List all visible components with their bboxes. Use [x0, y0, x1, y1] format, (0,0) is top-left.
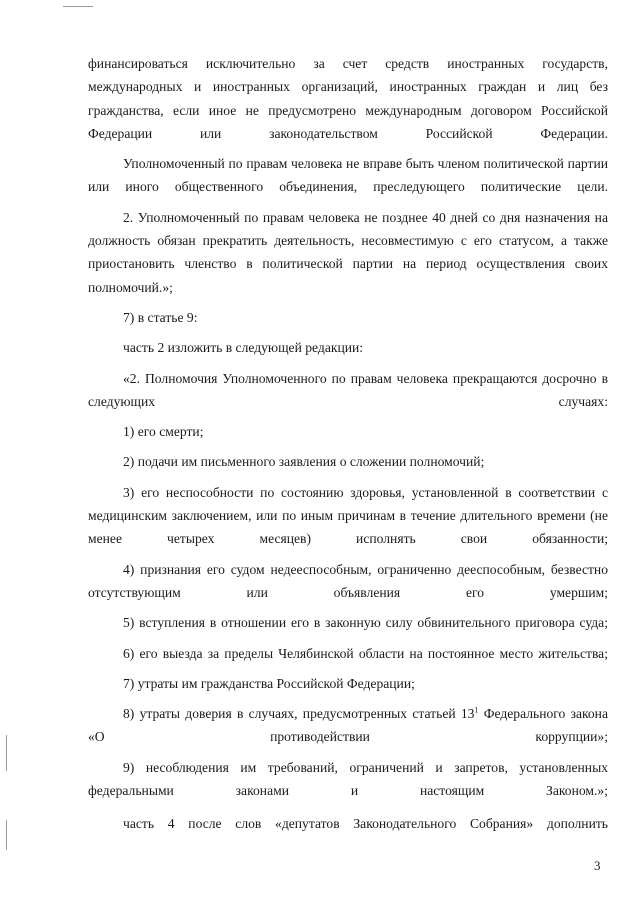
scan-artifact-left-lower — [6, 820, 7, 850]
paragraph: 7) в статье 9: — [123, 309, 198, 325]
scan-artifact-top — [63, 6, 93, 7]
document-body — [88, 52, 608, 836]
page-number: 3 — [594, 858, 601, 873]
list-item: 5) вступления в отношении его в законную силу обвинительного приговора суда; — [123, 615, 608, 631]
paragraph: Уполномоченный по правам человека не вправе быть членом политической партии или иного общественного объединения, преследующего политические цели. — [88, 156, 608, 195]
list-item: 9) несоблюдения им требований, ограничений и запретов, установленных федеральными законами и настоящим Законом.»; — [88, 759, 608, 799]
paragraph: финансироваться исключительно за счет средств иностранных государств, международных и иностранных организаций, иностранных граждан и лиц без гражданства, если иное не предусмотрено международным договором Российской Федерации или законодательством Российской Федерации. — [88, 56, 608, 141]
list-item-text: 8) утраты доверия в случаях, предусмотренных статьей 13 — [123, 706, 475, 722]
list-item: 7) утраты им гражданства Российской Федерации; — [123, 675, 415, 691]
superscript: 1 — [474, 705, 479, 715]
list-item: 6) его выезда за пределы Челябинской области на постоянное место жительства; — [123, 645, 608, 661]
list-item: 4) признания его судом недееспособным, ограниченно дееспособным, безвестно отсутствующим или объявления его умершим; — [88, 561, 608, 600]
paragraph: 2. Уполномоченный по правам человека не позднее 40 дней со дня назначения на должность обязан прекратить деятельность, несовместимую с его статусом, а также приостановить членство в политической партии на период осуществления своих полномочий.»; — [88, 209, 608, 295]
paragraph: «2. Полномочия Уполномоченного по правам человека прекращаются досрочно в следующих случаях: — [88, 370, 608, 409]
list-item: 1) его смерти; — [123, 424, 204, 440]
list-item: 2) подачи им письменного заявления о сложении полномочий; — [123, 454, 485, 470]
paragraph: часть 2 изложить в следующей редакции: — [123, 340, 364, 356]
scan-artifact-left — [6, 735, 7, 771]
list-item: 3) его неспособности по состоянию здоровья, установленной в соответствии с медицинским заключением, или по иным причинам в течение длительного времени (не менее четырех месяцев) исполнять свои обязанности; — [88, 484, 608, 547]
list-item-text-tail: Федерального закона «О противодействии коррупции»; — [88, 706, 608, 745]
paragraph: часть 4 после слов «депутатов Законодательного Собрания» дополнить — [123, 816, 608, 832]
list-item — [88, 702, 608, 749]
